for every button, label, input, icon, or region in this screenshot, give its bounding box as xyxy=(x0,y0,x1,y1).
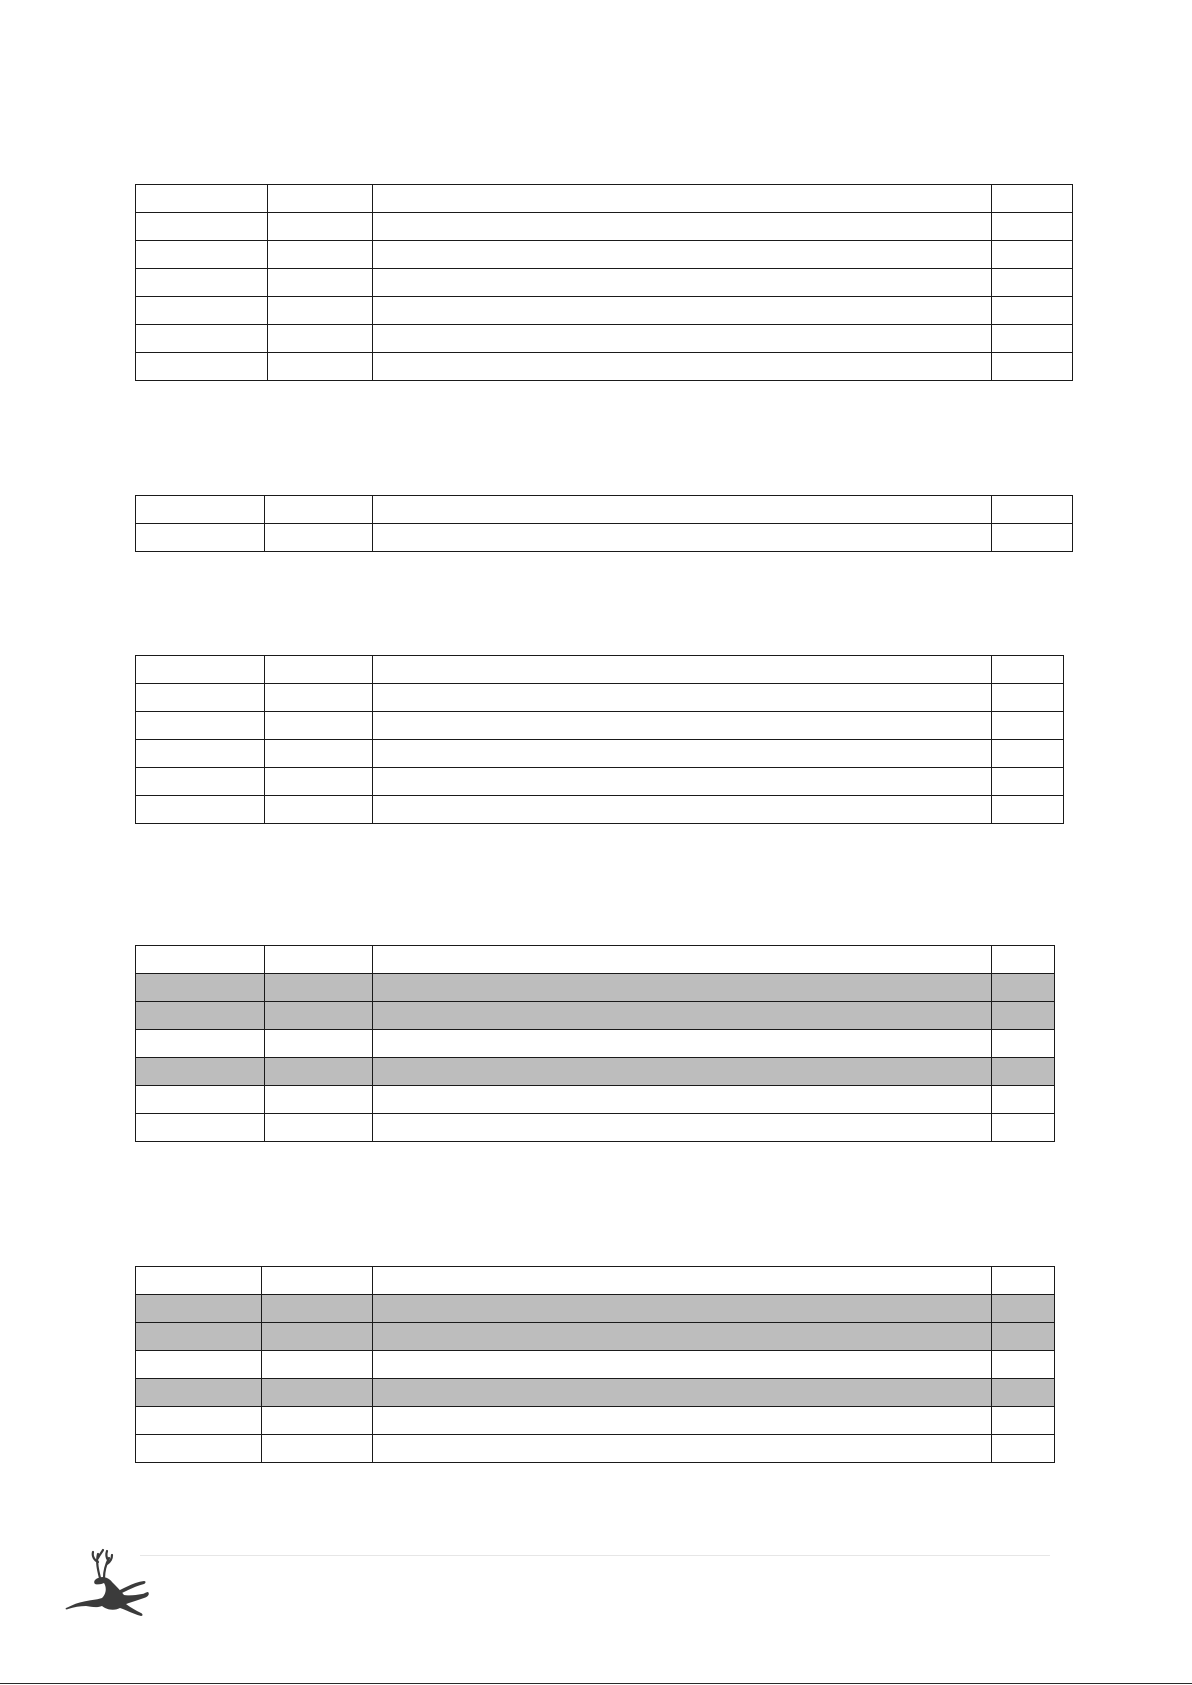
table-row xyxy=(136,796,1064,824)
table-5 xyxy=(135,1266,1055,1463)
table-cell xyxy=(265,1058,373,1086)
table-cell xyxy=(136,740,265,768)
table-cell xyxy=(136,1435,262,1463)
table-cell xyxy=(265,684,373,712)
table-row xyxy=(136,946,1055,974)
table-row xyxy=(136,1435,1055,1463)
table-cell xyxy=(136,1407,262,1435)
table-cell xyxy=(373,684,992,712)
table-cell xyxy=(136,974,265,1002)
table-cell xyxy=(373,496,992,524)
table-cell xyxy=(268,297,373,325)
table-cell xyxy=(992,213,1073,241)
table-row xyxy=(136,269,1073,297)
table-cell xyxy=(265,974,373,1002)
table-cell xyxy=(992,1351,1055,1379)
table-cell xyxy=(136,213,268,241)
table-cell xyxy=(262,1379,373,1407)
table-cell xyxy=(373,796,992,824)
table-row xyxy=(136,1030,1055,1058)
table-row xyxy=(136,1295,1055,1323)
table-row xyxy=(136,1114,1055,1142)
page-bottom-border xyxy=(0,1683,1192,1684)
table-cell xyxy=(136,353,268,381)
table-cell xyxy=(268,213,373,241)
table-row xyxy=(136,325,1073,353)
table-cell xyxy=(268,185,373,213)
table-cell xyxy=(136,656,265,684)
table-cell xyxy=(992,768,1064,796)
table-cell xyxy=(373,269,992,297)
table-cell xyxy=(373,740,992,768)
table-cell xyxy=(373,185,992,213)
table-cell xyxy=(373,1323,992,1351)
table-cell xyxy=(136,269,268,297)
table-cell xyxy=(992,1323,1055,1351)
table-cell xyxy=(992,1267,1055,1295)
table-cell xyxy=(136,1058,265,1086)
table-cell xyxy=(265,656,373,684)
table-cell xyxy=(992,1407,1055,1435)
table-cell xyxy=(262,1351,373,1379)
table-cell xyxy=(265,740,373,768)
table-cell xyxy=(136,1379,262,1407)
table-cell xyxy=(265,946,373,974)
table-cell xyxy=(268,269,373,297)
table-cell xyxy=(992,1086,1055,1114)
table-cell xyxy=(136,524,265,552)
table-cell xyxy=(373,974,992,1002)
table-row xyxy=(136,1086,1055,1114)
table-cell xyxy=(136,1030,265,1058)
table-cell xyxy=(265,796,373,824)
table-cell xyxy=(373,1114,992,1142)
table-cell xyxy=(136,1267,262,1295)
table-cell xyxy=(992,185,1073,213)
table-cell xyxy=(992,974,1055,1002)
table-cell xyxy=(265,1002,373,1030)
table-row xyxy=(136,1323,1055,1351)
table-cell xyxy=(373,1058,992,1086)
table-row xyxy=(136,185,1073,213)
table-cell xyxy=(268,353,373,381)
table-cell xyxy=(373,325,992,353)
table-cell xyxy=(373,1295,992,1323)
table-cell xyxy=(262,1435,373,1463)
table-cell xyxy=(373,213,992,241)
table-row xyxy=(136,213,1073,241)
table-cell xyxy=(992,297,1073,325)
table-cell xyxy=(373,656,992,684)
table-cell xyxy=(373,1086,992,1114)
table-cell xyxy=(136,185,268,213)
table-cell xyxy=(262,1295,373,1323)
table-row xyxy=(136,768,1064,796)
table-row xyxy=(136,974,1055,1002)
leaping-deer-icon xyxy=(62,1548,162,1620)
table-cell xyxy=(265,768,373,796)
table-row xyxy=(136,524,1073,552)
table-cell xyxy=(136,1114,265,1142)
table-cell xyxy=(136,325,268,353)
table-row xyxy=(136,684,1064,712)
table-cell xyxy=(136,946,265,974)
table-cell xyxy=(992,1114,1055,1142)
table-cell xyxy=(373,241,992,269)
table-row xyxy=(136,1407,1055,1435)
table-4 xyxy=(135,945,1055,1142)
table-cell xyxy=(268,241,373,269)
table-cell xyxy=(262,1267,373,1295)
table-cell xyxy=(373,768,992,796)
table-cell xyxy=(265,524,373,552)
table-row xyxy=(136,496,1073,524)
table-cell xyxy=(136,1351,262,1379)
table-cell xyxy=(136,241,268,269)
table-cell xyxy=(992,353,1073,381)
table-cell xyxy=(268,325,373,353)
footer-divider xyxy=(140,1555,1050,1556)
table-cell xyxy=(373,353,992,381)
table-cell xyxy=(992,1379,1055,1407)
table-cell xyxy=(373,1407,992,1435)
table-cell xyxy=(373,1030,992,1058)
table-cell xyxy=(136,712,265,740)
table-cell xyxy=(373,1002,992,1030)
table-cell xyxy=(992,524,1073,552)
table-row xyxy=(136,241,1073,269)
table-cell xyxy=(992,712,1064,740)
table-cell xyxy=(992,796,1064,824)
table-cell xyxy=(265,496,373,524)
table-cell xyxy=(373,712,992,740)
table-cell xyxy=(992,656,1064,684)
table-cell xyxy=(136,496,265,524)
table-cell xyxy=(373,946,992,974)
table-cell xyxy=(992,269,1073,297)
table-row xyxy=(136,1351,1055,1379)
table-row xyxy=(136,1267,1055,1295)
table-cell xyxy=(992,496,1073,524)
table-cell xyxy=(265,1114,373,1142)
table-cell xyxy=(992,1030,1055,1058)
table-row xyxy=(136,1002,1055,1030)
table-row xyxy=(136,1379,1055,1407)
table-cell xyxy=(992,325,1073,353)
table-cell xyxy=(136,1002,265,1030)
table-cell xyxy=(136,1086,265,1114)
table-row xyxy=(136,656,1064,684)
table-cell xyxy=(136,768,265,796)
table-cell xyxy=(373,1435,992,1463)
table-cell xyxy=(373,1351,992,1379)
table-row xyxy=(136,297,1073,325)
table-cell xyxy=(373,1267,992,1295)
table-cell xyxy=(136,1295,262,1323)
table-row xyxy=(136,1058,1055,1086)
table-cell xyxy=(373,524,992,552)
table-cell xyxy=(136,684,265,712)
table-cell xyxy=(373,1379,992,1407)
table-cell xyxy=(992,241,1073,269)
table-cell xyxy=(136,297,268,325)
table-1 xyxy=(135,184,1073,381)
table-cell xyxy=(992,740,1064,768)
table-cell xyxy=(373,297,992,325)
table-cell xyxy=(136,796,265,824)
table-cell xyxy=(262,1323,373,1351)
table-cell xyxy=(992,1295,1055,1323)
table-3 xyxy=(135,655,1064,824)
table-cell xyxy=(265,1030,373,1058)
table-row xyxy=(136,712,1064,740)
table-cell xyxy=(265,1086,373,1114)
table-row xyxy=(136,353,1073,381)
table-cell xyxy=(992,1002,1055,1030)
table-cell xyxy=(265,712,373,740)
table-cell xyxy=(992,946,1055,974)
table-row xyxy=(136,740,1064,768)
table-cell xyxy=(262,1407,373,1435)
table-cell xyxy=(992,684,1064,712)
table-cell xyxy=(992,1058,1055,1086)
table-cell xyxy=(136,1323,262,1351)
table-cell xyxy=(992,1435,1055,1463)
table-2 xyxy=(135,495,1073,552)
